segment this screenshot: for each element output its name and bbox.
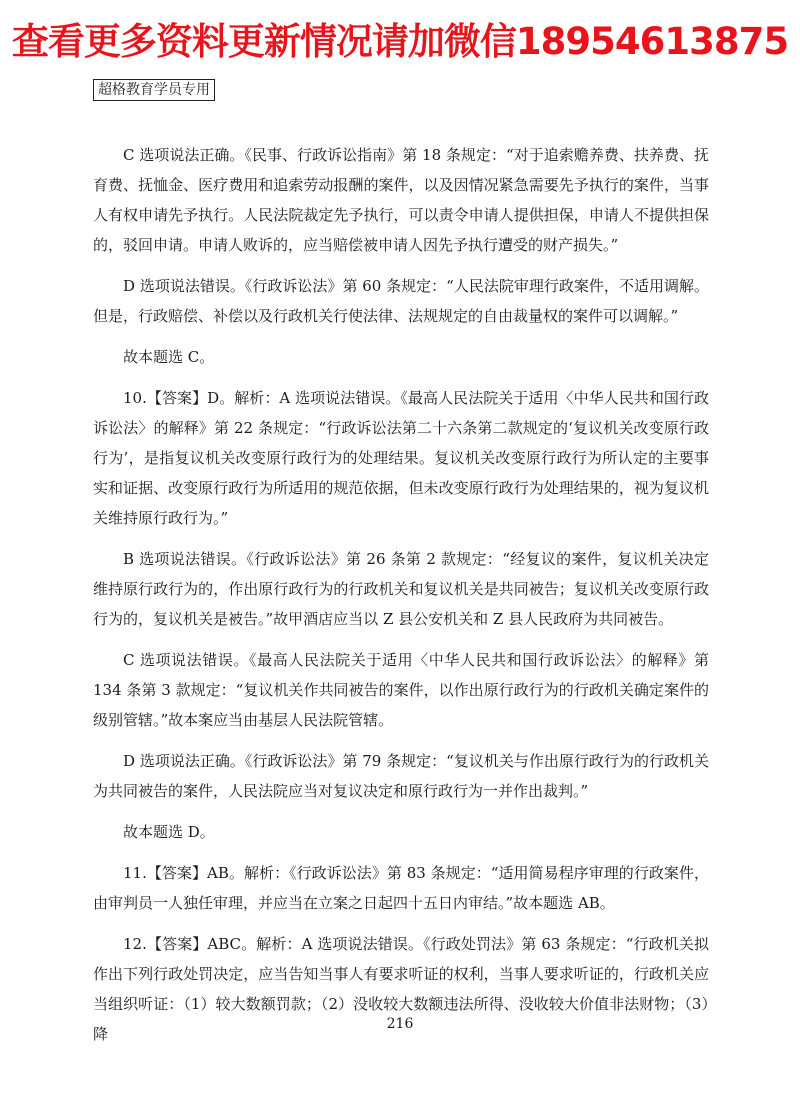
answer-explanations — [93, 140, 709, 1060]
paragraph: C 选项说法错误。《最高人民法院关于适用〈中华人民共和国行政诉讼法〉的解释》第 134 条第 3 款规定：“复议机关作共同被告的案件，以作出原行政行为的行政机关确定案件的级别管辖。”故本案应当由基层人民法院管辖。 — [93, 651, 709, 729]
paragraph: C 选项说法正确。《民事、行政诉讼指南》第 18 条规定：“对于追索赡养费、扶养费、抚育费、抚恤金、医疗费用和追索劳动报酬的案件，以及因情况紧急需要先予执行的案件，当事人有权申请先予执行。人民法院裁定先予执行，可以责令申请人提供担保，申请人不提供担保的，驳回申请。申请人败诉的，应当赔偿被申请人因先予执行遭受的财产损失。” — [93, 146, 709, 254]
paragraph: 故本题选 C。 — [123, 348, 215, 366]
paragraph: 故本题选 D。 — [123, 823, 215, 841]
paragraph: 10.【答案】D。解析：A 选项说法错误。《最高人民法院关于适用〈中华人民共和国行政诉讼法〉的解释》第 22 条规定：“行政诉讼法第二十六条第二款规定的‘复议机关改变原行政行为’，是指复议机关改变原行政行为的处理结果。复议机关改变原行政行为所认定的主要事实和证据、改变原行政行为所适用的规范依据，但未改变原行政行为处理结果的，视为复议机关维持原行政行为。” — [93, 389, 709, 527]
paragraph: 11.【答案】AB。解析：《行政诉讼法》第 83 条规定：“适用简易程序审理的行政案件，由审判员一人独任审理，并应当在立案之日起四十五日内审结。”故本题选 AB。 — [93, 864, 709, 912]
paragraph: D 选项说法正确。《行政诉讼法》第 79 条规定：“复议机关与作出原行政行为的行政机关为共同被告的案件，人民法院应当对复议决定和原行政行为一并作出裁判。” — [93, 752, 709, 800]
paragraph: B 选项说法错误。《行政诉讼法》第 26 条第 2 款规定：“经复议的案件，复议机关决定维持原行政行为的，作出原行政行为的行政机关和复议机关是共同被告；复议机关改变原行政行为的，复议机关是被告。”故甲酒店应当以 Z 县公安机关和 Z 县人民政府为共同被告。 — [93, 550, 709, 628]
student-use-stamp: 超格教育学员专用 — [93, 79, 215, 101]
page-number: 216 — [386, 1016, 414, 1032]
paragraph: D 选项说法错误。《行政诉讼法》第 60 条规定：“人民法院审理行政案件，不适用调解。但是，行政赔偿、补偿以及行政机关行使法律、法规规定的自由裁量权的案件可以调解。” — [93, 277, 709, 325]
paragraph: 12.【答案】ABC。解析：A 选项说法错误。《行政处罚法》第 63 条规定：“行政机关拟作出下列行政处罚决定，应当告知当事人有要求听证的权利，当事人要求听证的，行政机关应当组织听证：（1）较大数额罚款；（2）没收较大数额违法所得、没收较大价值非法财物；（3）降 — [93, 935, 709, 1043]
watermark-banner: 查看更多资料更新情况请加微信18954613875 — [11, 20, 789, 63]
